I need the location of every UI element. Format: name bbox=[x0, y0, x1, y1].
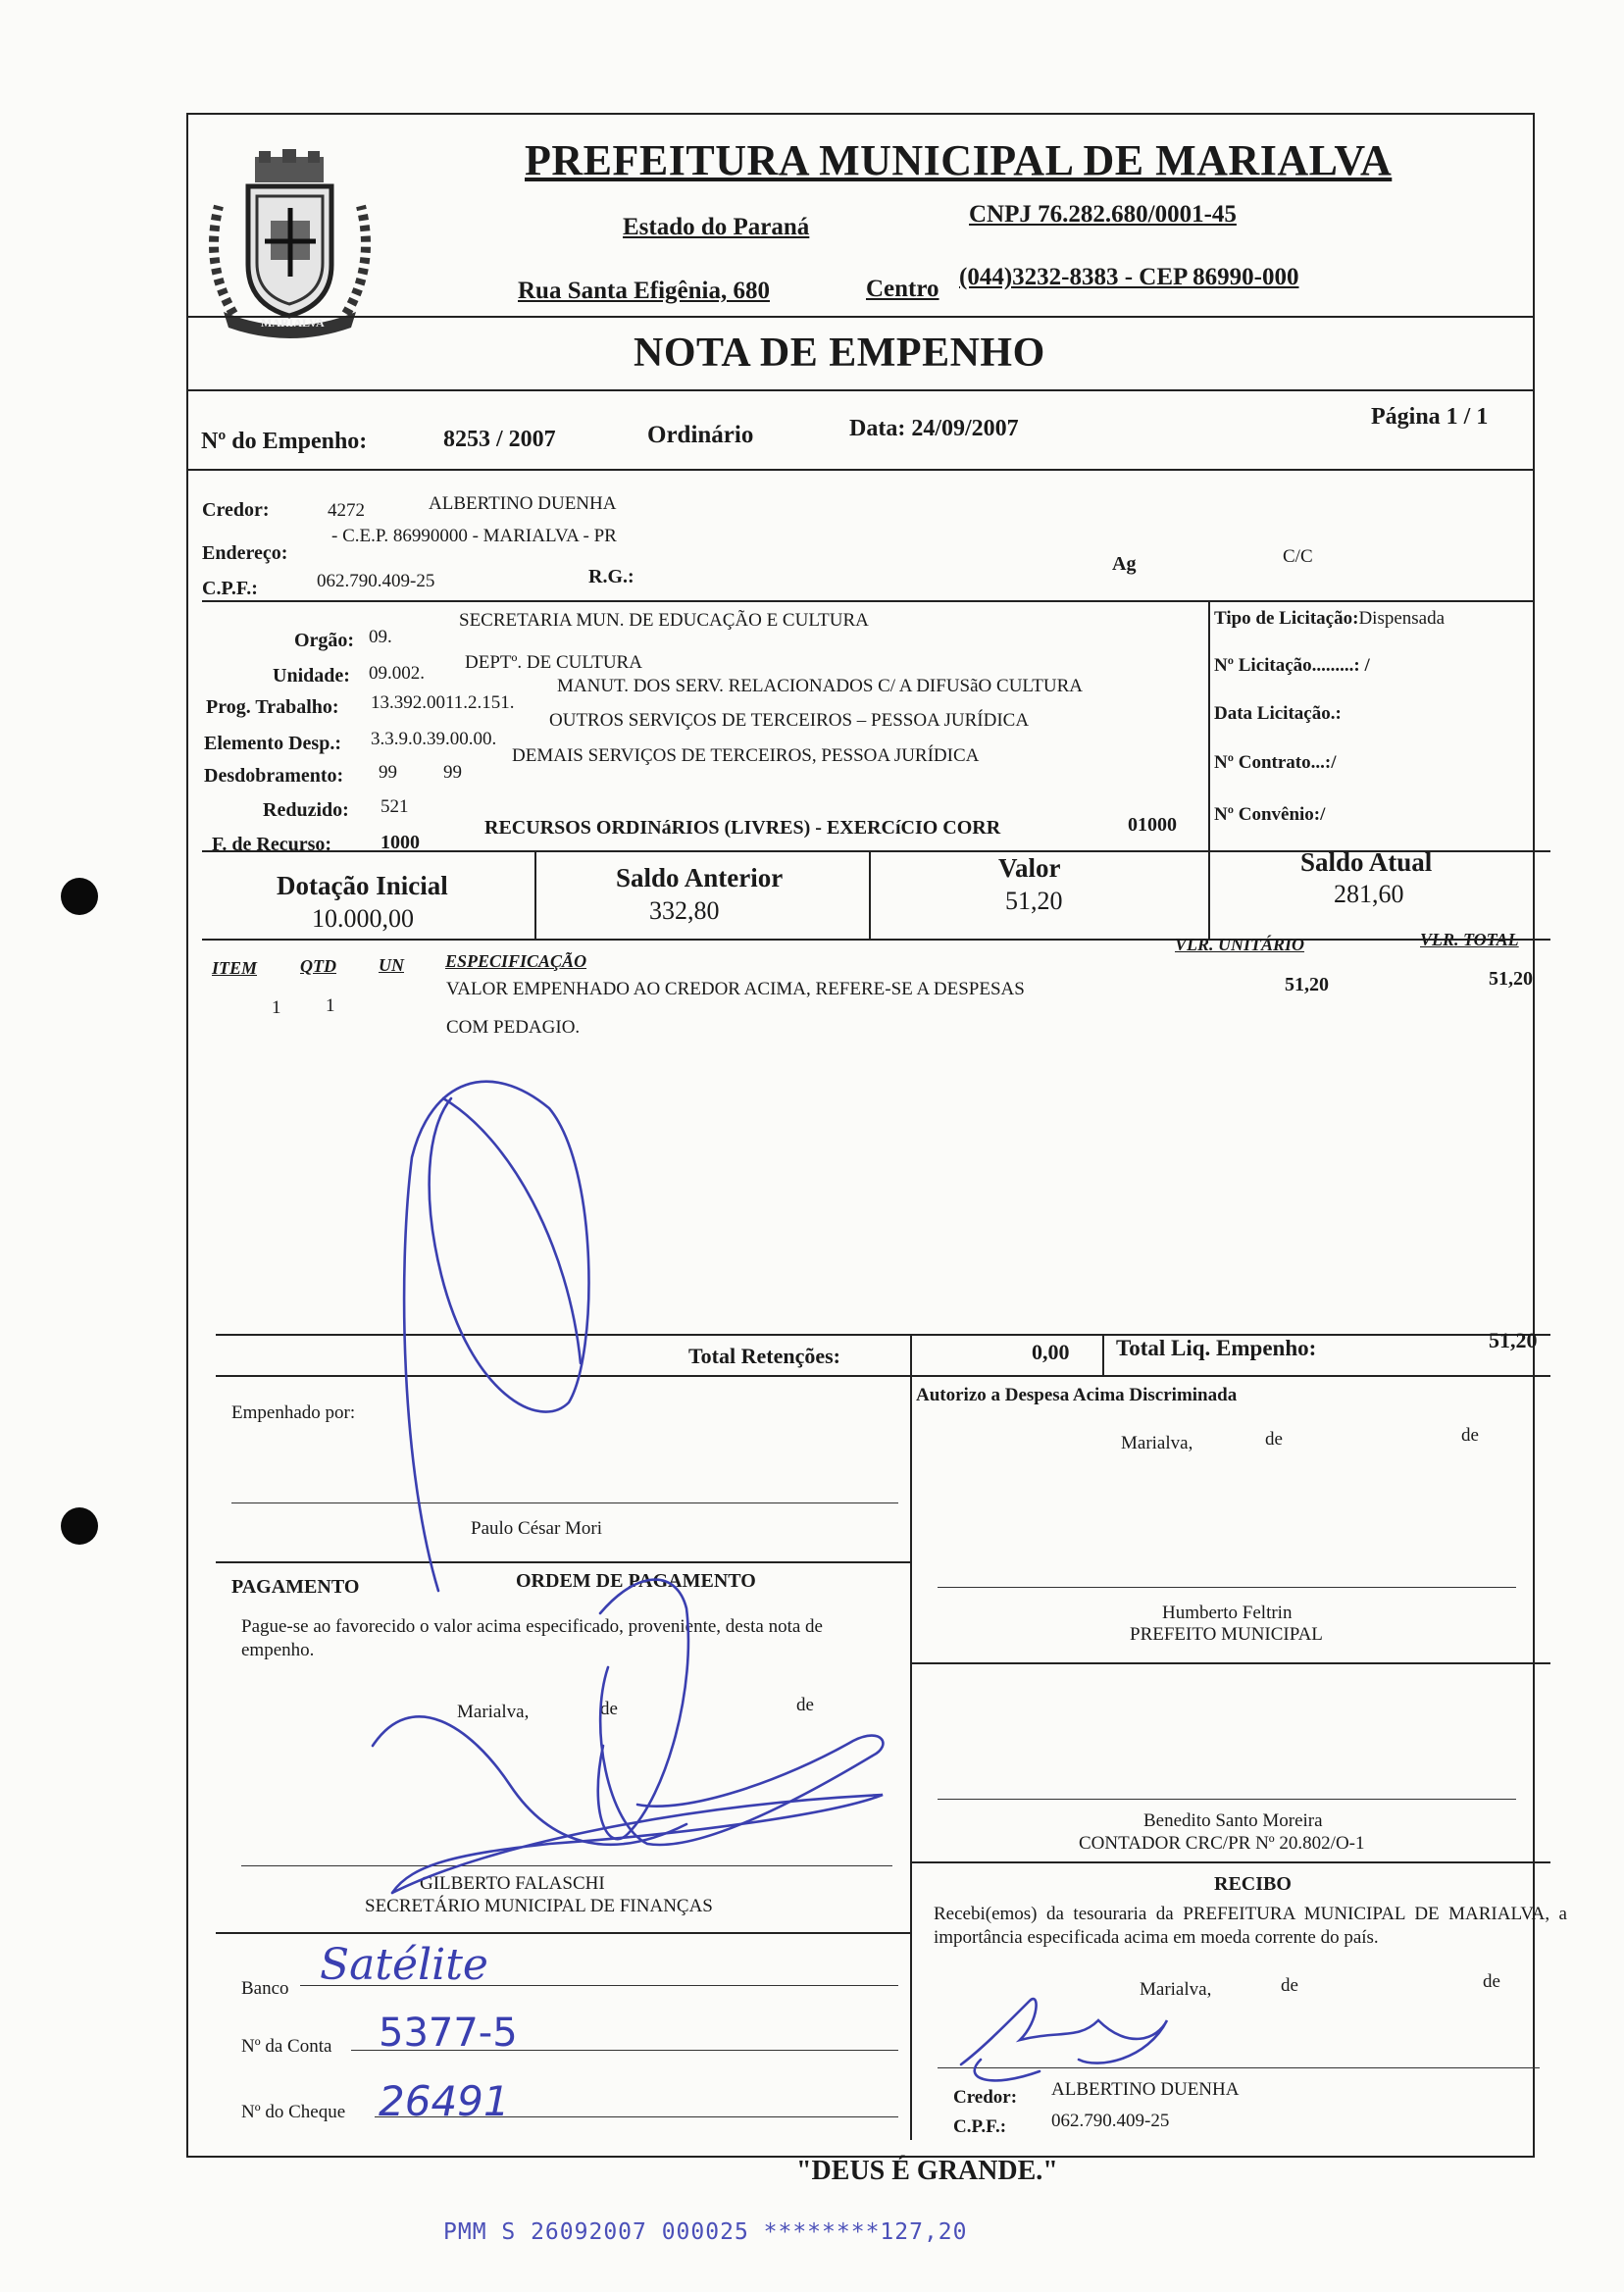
unidade-name: DEPTº. DE CULTURA bbox=[465, 652, 642, 673]
credor-code: 4272 bbox=[328, 500, 365, 521]
divider bbox=[216, 1375, 1550, 1377]
desdobramento-label: Desdobramento: bbox=[204, 765, 344, 787]
contador-name: Benedito Santo Moreira bbox=[1143, 1810, 1323, 1831]
binder-hole-bottom bbox=[61, 1507, 98, 1545]
pagamento-city: Marialva, bbox=[457, 1702, 530, 1722]
col-espec-header: ESPECIFICAÇÃO bbox=[445, 951, 587, 971]
orgao-name: SECRETARIA MUN. DE EDUCAÇÃO E CULTURA bbox=[459, 610, 869, 631]
total-liquido-value: 51,20 bbox=[1489, 1328, 1538, 1352]
prog-trabalho-name: MANUT. DOS SERV. RELACIONADOS C/ A DIFUSãO CULTURA bbox=[557, 676, 1083, 696]
total-liquido-label: Total Liq. Empenho: bbox=[1116, 1336, 1317, 1360]
prefeito-role: PREFEITO MUNICIPAL bbox=[1130, 1624, 1323, 1645]
col-total-header: VLR. TOTAL bbox=[1420, 930, 1519, 949]
empenho-number-label: Nº do Empenho: bbox=[201, 429, 368, 454]
col-un-header: UN bbox=[379, 955, 404, 975]
empenho-type: Ordinário bbox=[647, 422, 754, 448]
col-unit-header: VLR. UNITÁRIO bbox=[1175, 935, 1305, 954]
credor-name: ALBERTINO DUENHA bbox=[429, 493, 617, 514]
rg-label: R.G.: bbox=[588, 566, 634, 587]
numero-contrato: Nº Contrato...:/ bbox=[1214, 752, 1337, 773]
document-title: NOTA DE EMPENHO bbox=[634, 331, 1045, 376]
pagamento-de-2: de bbox=[796, 1695, 814, 1715]
autorizo-de-1: de bbox=[1265, 1429, 1283, 1450]
divider bbox=[1208, 600, 1210, 850]
empenhado-por-label: Empenhado por: bbox=[231, 1402, 356, 1423]
data-licitacao: Data Licitação.: bbox=[1214, 703, 1342, 724]
divider bbox=[216, 1932, 910, 1934]
reduzido-label: Reduzido: bbox=[263, 799, 349, 821]
item-qtd: 1 bbox=[326, 995, 335, 1016]
item-unit-value: 51,20 bbox=[1285, 974, 1329, 995]
district-label: Centro bbox=[866, 276, 939, 302]
valor-value: 51,20 bbox=[1005, 887, 1063, 915]
secretario-role: SECRETÁRIO MUNICIPAL DE FINANÇAS bbox=[365, 1896, 713, 1916]
pagamento-label: PAGAMENTO bbox=[231, 1576, 360, 1598]
cnpj-label: CNPJ 76.282.680/0001-45 bbox=[969, 201, 1237, 228]
divider bbox=[188, 389, 1535, 391]
divider bbox=[910, 1662, 1550, 1664]
divider bbox=[910, 1334, 912, 1375]
reduzido-value: 521 bbox=[381, 796, 409, 817]
endereco-value: - C.E.P. 86990000 - MARIALVA - PR bbox=[331, 526, 617, 546]
pagamento-de-1: de bbox=[600, 1699, 618, 1719]
conta-handwritten-value: 5377-5 bbox=[379, 2011, 518, 2056]
empenho-number: 8253 / 2007 bbox=[443, 427, 556, 452]
secretario-name: GILBERTO FALASCHI bbox=[420, 1873, 605, 1894]
recibo-cpf-label: C.P.F.: bbox=[953, 2116, 1007, 2137]
divider bbox=[910, 1861, 1550, 1863]
recibo-cpf-value: 062.790.409-25 bbox=[1051, 2111, 1170, 2131]
binder-hole-top bbox=[61, 878, 98, 915]
divider bbox=[188, 316, 1535, 318]
recibo-credor-label: Credor: bbox=[953, 2087, 1018, 2108]
orgao-label: Orgão: bbox=[294, 630, 355, 651]
saldo-atual-label: Saldo Atual bbox=[1300, 847, 1433, 877]
empenhado-signer: Paulo César Mori bbox=[471, 1518, 603, 1539]
item-description-line-1: VALOR EMPENHADO AO CREDOR ACIMA, REFERE-SE A DESPESAS bbox=[446, 979, 1025, 999]
unidade-code: 09.002. bbox=[369, 663, 425, 684]
divider bbox=[216, 1334, 1550, 1336]
recurso-code: 1000 bbox=[381, 832, 420, 853]
divider bbox=[534, 850, 536, 939]
item-number: 1 bbox=[272, 997, 281, 1018]
cpf-value: 062.790.409-25 bbox=[317, 571, 435, 591]
signature-line bbox=[938, 2067, 1540, 2068]
street-label: Rua Santa Efigênia, 680 bbox=[518, 278, 770, 304]
item-description-line-2: COM PEDAGIO. bbox=[446, 1017, 581, 1038]
prog-trabalho-code: 13.392.0011.2.151. bbox=[371, 692, 515, 713]
ordem-pagamento-label: ORDEM DE PAGAMENTO bbox=[516, 1570, 756, 1592]
divider bbox=[869, 850, 871, 939]
divider bbox=[216, 1561, 910, 1563]
signature-line bbox=[938, 1587, 1516, 1588]
dotacao-inicial-label: Dotação Inicial bbox=[277, 871, 448, 900]
cheque-label: Nº do Cheque bbox=[241, 2102, 346, 2122]
conta-label: Nº da Conta bbox=[241, 2036, 332, 2057]
dotacao-inicial-value: 10.000,00 bbox=[312, 904, 414, 933]
phone-cep-label: (044)3232-8383 - CEP 86990-000 bbox=[959, 264, 1299, 290]
recurso-name: RECURSOS ORDINáRIOS (LIVRES) - EXERCíCIO CORR bbox=[484, 817, 1001, 839]
recurso-number: 01000 bbox=[1128, 814, 1177, 836]
recurso-label: F. de Recurso: bbox=[212, 834, 332, 855]
unidade-label: Unidade: bbox=[273, 665, 350, 687]
autorizo-de-2: de bbox=[1461, 1425, 1479, 1446]
signature-line bbox=[938, 1799, 1516, 1800]
contador-role: CONTADOR CRC/PR Nº 20.802/O-1 bbox=[1079, 1833, 1365, 1854]
orgao-code: 09. bbox=[369, 627, 392, 647]
signature-line bbox=[241, 1865, 892, 1866]
prefeitura-title: PREFEITURA MUNICIPAL DE MARIALVA bbox=[525, 136, 1393, 184]
tipo-licitacao-value: Dispensada bbox=[1358, 608, 1446, 629]
cpf-label: C.P.F.: bbox=[202, 578, 258, 599]
cc-label: C/C bbox=[1283, 546, 1313, 567]
divider bbox=[202, 939, 1550, 941]
credor-label: Credor: bbox=[202, 499, 270, 521]
saldo-atual-value: 281,60 bbox=[1334, 880, 1404, 908]
crest-banner-text: MARIALVA bbox=[261, 316, 325, 330]
recibo-title: RECIBO bbox=[1214, 1873, 1292, 1895]
desdobramento-name: DEMAIS SERVIÇOS DE TERCEIROS, PESSOA JURÍDICA bbox=[512, 745, 980, 766]
valor-label: Valor bbox=[998, 853, 1061, 883]
prog-trabalho-label: Prog. Trabalho: bbox=[206, 696, 339, 718]
divider bbox=[202, 600, 1535, 602]
recibo-credor-value: ALBERTINO DUENHA bbox=[1051, 2079, 1240, 2100]
banco-label: Banco bbox=[241, 1978, 289, 1999]
autorizo-label: Autorizo a Despesa Acima Discriminada bbox=[916, 1385, 1238, 1405]
cheque-handwritten-value: 26491 bbox=[379, 2077, 510, 2125]
total-retencoes-value: 0,00 bbox=[1032, 1340, 1070, 1364]
recibo-city: Marialva, bbox=[1140, 1979, 1212, 2000]
item-total-value: 51,20 bbox=[1489, 968, 1533, 990]
page-indicator: Página 1 / 1 bbox=[1371, 404, 1489, 430]
printed-stamp: PMM S 26092007 000025 ********127,20 bbox=[443, 2219, 968, 2245]
numero-licitacao: Nº Licitação.........: / bbox=[1214, 655, 1370, 676]
pagamento-text: Pague-se ao favorecido o valor acima especificado, proveniente, desta nota de empenho. bbox=[241, 1616, 823, 1660]
col-item-header: ITEM bbox=[212, 958, 258, 978]
desdobramento-code-2: 99 bbox=[443, 762, 462, 783]
empenho-date: Data: 24/09/2007 bbox=[849, 416, 1019, 441]
elemento-code: 3.3.9.0.39.00.00. bbox=[371, 729, 497, 749]
ag-label: Ag bbox=[1112, 553, 1137, 575]
saldo-anterior-label: Saldo Anterior bbox=[616, 863, 784, 892]
divider bbox=[1102, 1334, 1104, 1375]
recibo-de-2: de bbox=[1483, 1971, 1500, 1992]
elemento-label: Elemento Desp.: bbox=[204, 733, 341, 754]
recibo-de-1: de bbox=[1281, 1975, 1298, 1996]
endereco-label: Endereço: bbox=[202, 542, 288, 564]
desdobramento-code-1: 99 bbox=[379, 762, 397, 783]
col-qtd-header: QTD bbox=[300, 956, 336, 976]
divider bbox=[910, 1375, 912, 2140]
tipo-licitacao-caption: Tipo de Licitação: bbox=[1214, 608, 1359, 629]
divider bbox=[1208, 850, 1210, 939]
banco-handwritten-value: Satélite bbox=[320, 1940, 488, 1990]
tipo-licitacao-label bbox=[1214, 608, 1445, 630]
saldo-anterior-value: 332,80 bbox=[649, 896, 720, 925]
footer-motto: "DEUS É GRANDE." bbox=[796, 2156, 1058, 2186]
total-retencoes-label: Total Retenções: bbox=[688, 1344, 840, 1368]
numero-convenio: Nº Convênio:/ bbox=[1214, 804, 1326, 825]
prefeito-name: Humberto Feltrin bbox=[1162, 1603, 1293, 1623]
municipal-crest-logo bbox=[194, 147, 385, 343]
recibo-text: Recebi(emos) da tesouraria da PREFEITURA MUNICIPAL DE MARIALVA, a importância especificada acima em moeda corrente do país. bbox=[934, 1904, 1567, 1948]
estado-label: Estado do Paraná bbox=[623, 214, 810, 240]
elemento-name: OUTROS SERVIÇOS DE TERCEIROS – PESSOA JURÍDICA bbox=[549, 710, 1030, 731]
autorizo-city: Marialva, bbox=[1121, 1433, 1193, 1453]
divider bbox=[188, 469, 1535, 471]
